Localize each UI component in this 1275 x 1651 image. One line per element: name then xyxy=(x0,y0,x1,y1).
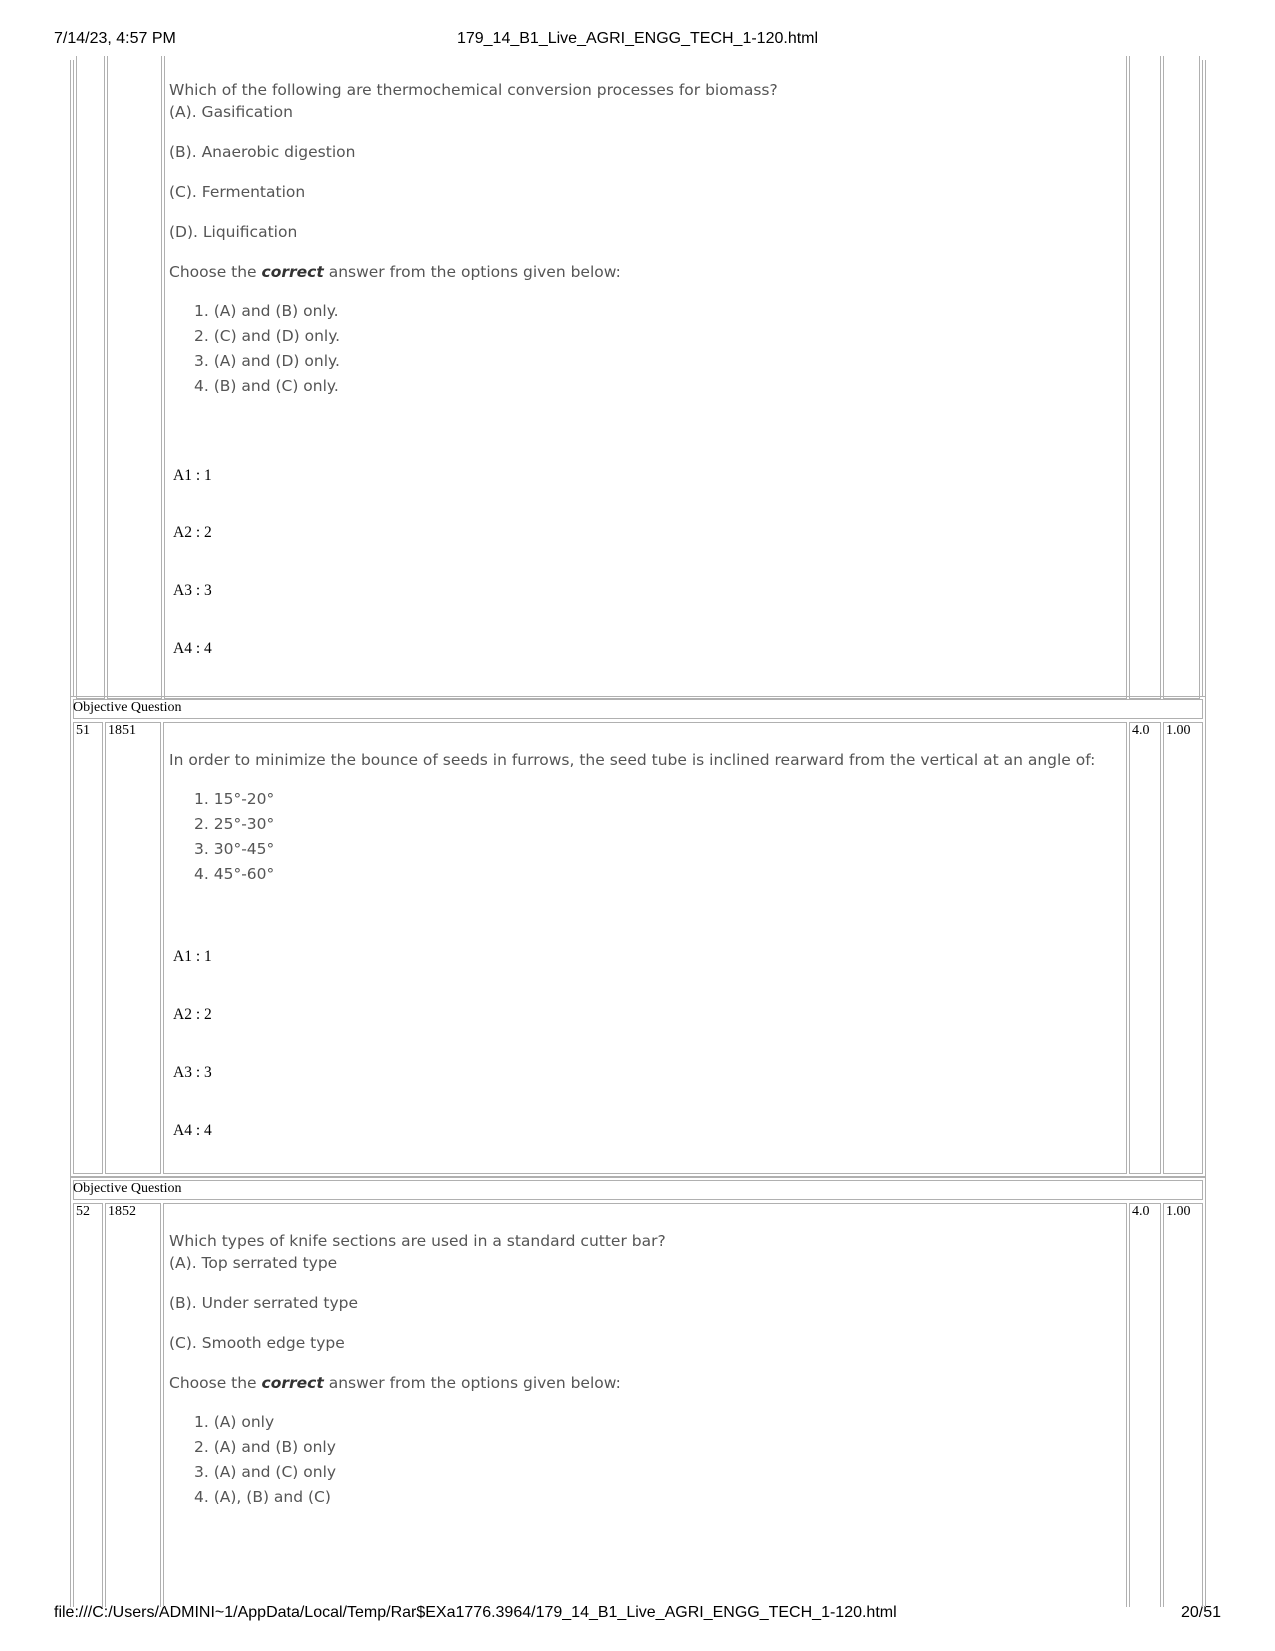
option-item: 2. (C) and (D) only. xyxy=(194,327,341,345)
answer-key: A3 : 3 xyxy=(173,582,212,599)
question-stem: Which types of knife sections are used in a standard cutter bar? xyxy=(169,1232,666,1250)
qid-cell xyxy=(105,1203,161,1607)
choose-instruction: Choose the correct answer from the options given below: xyxy=(169,1374,621,1392)
question-text xyxy=(169,81,778,399)
statement-item: (B). Anaerobic digestion xyxy=(169,143,356,161)
statement-item: (A). Top serrated type xyxy=(169,1254,338,1272)
marks-cell xyxy=(1129,1203,1161,1607)
answer-key: A2 : 2 xyxy=(173,1006,212,1023)
negative-marks-cell xyxy=(1163,56,1200,699)
negative-marks-value: 1.00 xyxy=(1166,723,1191,738)
serial-number: 52 xyxy=(76,1204,90,1219)
options-list xyxy=(169,787,1095,887)
print-datetime: 7/14/23, 4:57 PM xyxy=(54,30,176,47)
option-item: 1. (A) and (B) only. xyxy=(194,302,339,320)
question-type-cell xyxy=(73,1180,1203,1200)
marks-cell xyxy=(1129,722,1161,1174)
answer-key: A1 : 1 xyxy=(173,948,212,965)
page-number: 20/51 xyxy=(1180,1604,1221,1621)
option-item: 2. 25°-30° xyxy=(194,815,275,833)
option-item: 1. 15°-20° xyxy=(194,790,275,808)
answer-key: A3 : 3 xyxy=(173,1064,212,1081)
option-item: 4. 45°-60° xyxy=(194,865,275,883)
question-type-label: Objective Question xyxy=(73,700,182,715)
option-item: 3. (A) and (C) only xyxy=(194,1463,337,1481)
choose-instruction: Choose the correct answer from the options given below: xyxy=(169,263,621,281)
marks-cell xyxy=(1129,56,1161,699)
negative-marks-cell xyxy=(1163,722,1203,1174)
answer-key: A1 : 1 xyxy=(173,467,212,484)
negative-marks-value: 1.00 xyxy=(1166,1204,1191,1219)
marks-value: 4.0 xyxy=(1132,723,1150,738)
qid-cell xyxy=(105,722,161,1174)
option-item: 4. (A), (B) and (C) xyxy=(194,1488,331,1506)
option-item: 2. (A) and (B) only xyxy=(194,1438,336,1456)
statement-item: (C). Fermentation xyxy=(169,183,306,201)
statement-item: (C). Smooth edge type xyxy=(169,1334,345,1352)
question-type-cell xyxy=(73,699,1203,719)
question-stem: Which of the following are thermochemical conversion processes for biomass? xyxy=(169,81,778,99)
negative-marks-cell xyxy=(1163,1203,1203,1607)
statement-item: (A). Gasification xyxy=(169,103,293,121)
sno-cell xyxy=(73,1203,103,1607)
question-type-label: Objective Question xyxy=(73,1181,182,1196)
sno-cell xyxy=(76,56,105,699)
table-border xyxy=(1205,60,1206,699)
answer-key: A2 : 2 xyxy=(173,524,212,541)
file-path: file:///C:/Users/ADMINI~1/AppData/Local/Temp/Rar$EXa1776.3964/179_14_B1_Live_AGRI_ENGG_TECH_1-120.html xyxy=(54,1604,897,1621)
option-item: 1. (A) only xyxy=(194,1413,275,1431)
option-item: 4. (B) and (C) only. xyxy=(194,377,339,395)
question-id: 1852 xyxy=(108,1204,136,1219)
marks-value: 4.0 xyxy=(1132,1204,1150,1219)
statement-item: (B). Under serrated type xyxy=(169,1294,359,1312)
answer-key: A4 : 4 xyxy=(173,1122,212,1139)
options-list xyxy=(169,1410,666,1510)
statement-item: (D). Liquification xyxy=(169,223,298,241)
table-border xyxy=(70,60,71,699)
serial-number: 51 xyxy=(76,723,90,738)
answer-key: A4 : 4 xyxy=(173,640,212,657)
document-title: 179_14_B1_Live_AGRI_ENGG_TECH_1-120.html xyxy=(456,30,819,47)
options-list xyxy=(169,299,778,399)
option-item: 3. 30°-45° xyxy=(194,840,275,858)
table-border xyxy=(73,60,74,696)
qid-cell xyxy=(107,56,162,699)
question-stem: In order to minimize the bounce of seeds in furrows, the seed tube is inclined rearward from the vertical at an angle of: xyxy=(169,751,1096,769)
question-id: 1851 xyxy=(108,723,136,738)
table-border xyxy=(1202,60,1203,696)
question-text xyxy=(169,1232,666,1510)
option-item: 3. (A) and (D) only. xyxy=(194,352,340,370)
sno-cell xyxy=(73,722,103,1174)
question-text xyxy=(169,751,1095,887)
